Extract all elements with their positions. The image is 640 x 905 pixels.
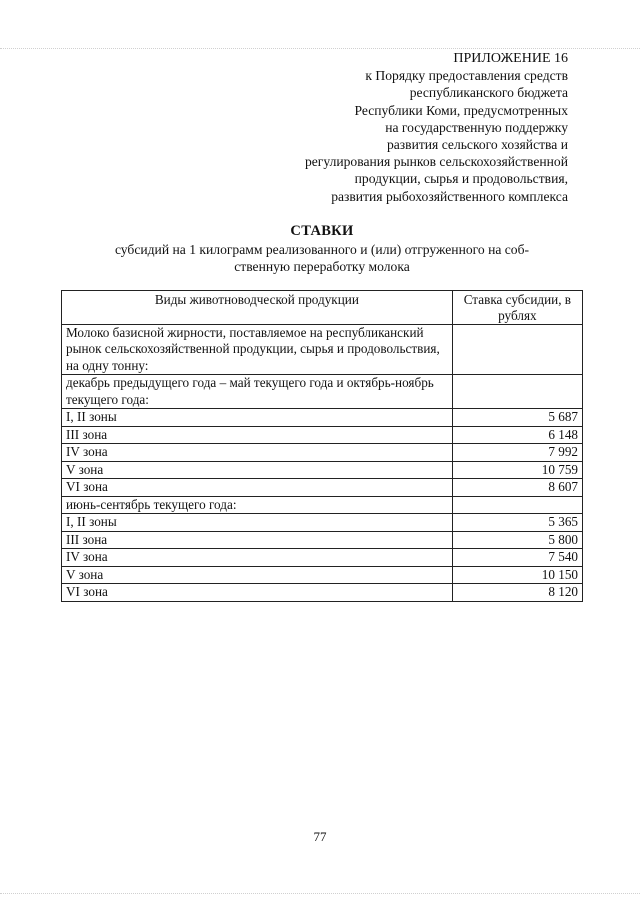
table-row (62, 584, 583, 602)
row-label: Молоко базисной жирности, поставляемое на республиканский рынок сельскохозяйственной продукции, сырья и продовольствия, на одну тонну: (62, 325, 453, 375)
subtitle-line: субсидий на 1 килограмм реализованного и (или) отгруженного на соб- (114, 242, 530, 257)
table-row (62, 325, 583, 375)
row-value: 7 540 (452, 549, 582, 567)
row-label: IV зона (62, 549, 453, 567)
row-value: 6 148 (452, 426, 582, 444)
table-row (62, 426, 583, 444)
row-label: декабрь предыдущего года – май текущего года и октябрь-ноябрь текущего года: (62, 375, 453, 409)
row-value (452, 496, 582, 514)
row-value: 7 992 (452, 444, 582, 462)
row-label: V зона (62, 566, 453, 584)
row-value: 10 759 (452, 461, 582, 479)
appendix-line: республиканского бюджета (409, 85, 568, 101)
row-label: III зона (62, 531, 453, 549)
row-value (452, 325, 582, 375)
table-row (62, 409, 583, 427)
row-label: V зона (62, 461, 453, 479)
row-label: I, II зоны (62, 409, 453, 427)
row-label: июнь-сентябрь текущего года: (62, 496, 453, 514)
scan-noise-bottom (0, 893, 640, 895)
table-row (62, 479, 583, 497)
header-product: Виды животноводческой продукции (62, 291, 453, 325)
appendix-line: на государственную поддержку (385, 119, 568, 135)
table-row (62, 444, 583, 462)
table-row (62, 375, 583, 409)
row-value: 8 607 (452, 479, 582, 497)
row-label: III зона (62, 426, 453, 444)
document-title: СТАВКИ (290, 223, 354, 239)
row-value: 8 120 (452, 584, 582, 602)
row-value (452, 375, 582, 409)
header-rate: Ставка субсидии, в рублях (452, 291, 582, 325)
table-row (62, 531, 583, 549)
appendix-line: к Порядку предоставления средств (365, 68, 568, 84)
table-row (62, 549, 583, 567)
table-row (62, 514, 583, 532)
row-label: I, II зоны (62, 514, 453, 532)
subtitle-line: ственную переработку молока (234, 259, 410, 274)
table-row (62, 496, 583, 514)
row-value: 5 687 (452, 409, 582, 427)
appendix-line: регулирования рынков сельскохозяйственной (304, 154, 568, 170)
row-label: VI зона (62, 584, 453, 602)
document-subtitle (60, 241, 584, 275)
page-number: 77 (313, 829, 327, 844)
appendix-header (228, 50, 568, 205)
table-row (62, 566, 583, 584)
row-label: IV зона (62, 444, 453, 462)
appendix-line: развития рыбохозяйственного комплекса (331, 188, 568, 204)
row-value: 5 800 (452, 531, 582, 549)
appendix-title: ПРИЛОЖЕНИЕ 16 (453, 51, 568, 66)
subsidy-rates-table (61, 290, 583, 602)
appendix-line: развития сельского хозяйства и (386, 137, 568, 153)
table-row (62, 461, 583, 479)
row-value: 10 150 (452, 566, 582, 584)
table-header-row (62, 291, 583, 325)
appendix-line: продукции, сырья и продовольствия, (354, 171, 568, 187)
row-label: VI зона (62, 479, 453, 497)
row-value: 5 365 (452, 514, 582, 532)
appendix-line: Республики Коми, предусмотренных (354, 102, 568, 118)
